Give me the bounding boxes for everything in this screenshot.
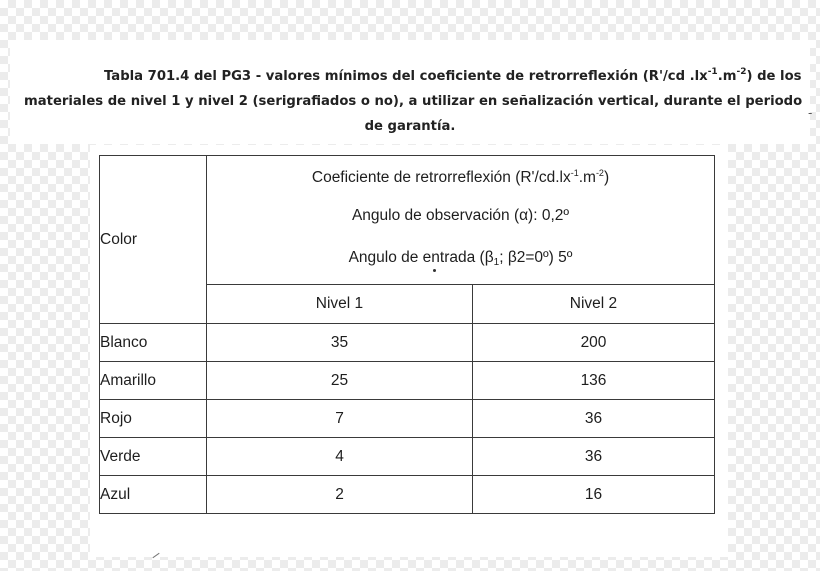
margin-dash: - [808, 106, 813, 120]
level-2-value: 200 [473, 324, 715, 362]
caption-line-3: de garantía. [364, 119, 456, 134]
color-cell: Amarillo [100, 362, 207, 400]
level-2-value: 36 [473, 400, 715, 438]
entry-angle-suffix: ; β2=0º) 5º [499, 249, 573, 266]
caption-line-1-text: Tabla 701.4 del PG3 - valores mínimos del coeficiente de retrorreflexión (R'/cd .lx [104, 69, 708, 84]
caption-exponent-1: -1 [707, 67, 718, 77]
level-1-value: 35 [207, 324, 473, 362]
entry-angle-text: Angulo de entrada (β [348, 249, 494, 266]
table-row [100, 476, 715, 514]
table-caption [24, 60, 803, 139]
coefficient-title [207, 156, 714, 195]
caption-exponent-2: -2 [736, 67, 747, 77]
entry-angle-subscript: 1 [493, 257, 500, 268]
coefficient-header [207, 156, 715, 285]
coefficient-title-suffix: ) [603, 169, 610, 186]
table-row [100, 400, 715, 438]
table-row [100, 324, 715, 362]
caption-line-1 [24, 60, 802, 89]
entry-angle [207, 237, 714, 284]
color-cell: Verde [100, 438, 207, 476]
color-column-header: Color [100, 156, 207, 324]
level-1-value: 2 [207, 476, 473, 514]
coefficient-exponent-2: -2 [595, 168, 604, 178]
coefficient-title-mid: .m [578, 169, 596, 186]
caption-line-1-end: ) de los [746, 69, 802, 84]
level-2-header: Nivel 2 [473, 285, 715, 324]
color-cell: Blanco [100, 324, 207, 362]
caption-panel [10, 40, 813, 144]
scan-speck [433, 269, 436, 272]
header-row [100, 156, 715, 285]
color-cell: Rojo [100, 400, 207, 438]
coefficient-exponent-1: -1 [570, 168, 579, 178]
level-2-value: 16 [473, 476, 715, 514]
level-2-value: 136 [473, 362, 715, 400]
level-1-header: Nivel 1 [207, 285, 473, 324]
coefficient-title-text: Coeficiente de retrorreflexión (R'/cd.lx [311, 169, 571, 186]
table-row [100, 438, 715, 476]
level-2-value: 36 [473, 438, 715, 476]
color-cell: Azul [100, 476, 207, 514]
table-panel [90, 145, 728, 557]
caption-line-1-mid: .m [717, 69, 737, 84]
table-row [100, 362, 715, 400]
level-1-value: 4 [207, 438, 473, 476]
retroreflection-table [99, 155, 715, 514]
level-1-value: 25 [207, 362, 473, 400]
level-1-value: 7 [207, 400, 473, 438]
caption-line-2: materiales de nivel 1 y nivel 2 (serigrafiados o no), a utilizar en señalización vertical, durante el periodo [24, 94, 803, 109]
observation-angle: Angulo de observación (α): 0,2º [351, 207, 570, 224]
